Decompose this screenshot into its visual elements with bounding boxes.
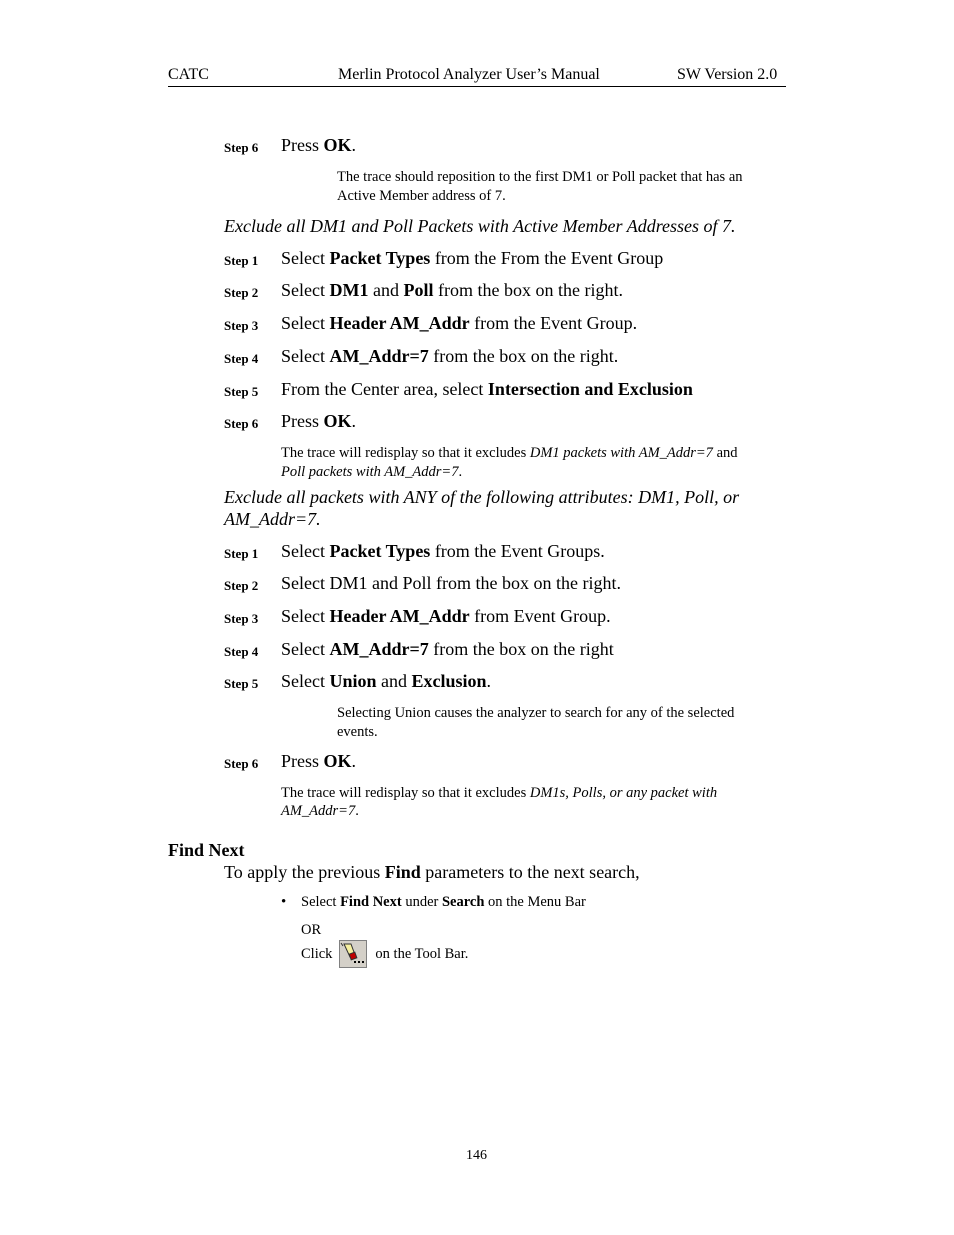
note-line: events. [337, 724, 378, 740]
or-text: OR [301, 922, 322, 938]
click-suffix: on the Tool Bar. [375, 945, 469, 962]
step-text: Select Union and Exclusion. [281, 671, 492, 691]
step-text: Press OK. [281, 411, 357, 431]
header-title: Merlin Protocol Analyzer User’s Manual [338, 66, 600, 83]
step-text: Select DM1 and Poll from the box on the right. [281, 280, 623, 300]
note-line: Poll packets with AM_Addr=7. [281, 464, 463, 480]
step-text: Select Header AM_Addr from Event Group. [281, 606, 611, 626]
step-label: Step 4 [224, 644, 259, 659]
click-instruction [301, 938, 468, 970]
note-line: The trace will redisplay so that it excludes DM1s, Polls, or any packet with [281, 785, 718, 801]
bullet-text: Select Find Next under Search on the Menu Bar [301, 894, 586, 910]
step-text: Select AM_Addr=7 from the box on the right. [281, 346, 619, 366]
step-label: Step 3 [224, 318, 259, 333]
step-text: Select DM1 and Poll from the box on the right. [281, 573, 621, 593]
section-heading: Exclude all DM1 and Poll Packets with Active Member Addresses of 7. [224, 216, 736, 236]
section-heading: Exclude all packets with ANY of the following attributes: DM1, Poll, or [224, 487, 740, 507]
step-text: Select Packet Types from the Event Groups. [281, 541, 605, 561]
step-label: Step 6 [224, 416, 259, 431]
step-label: Step 6 [224, 140, 259, 155]
step-label: Step 4 [224, 351, 259, 366]
note-line: Active Member address of 7. [337, 188, 506, 204]
page-number: 146 [466, 1148, 487, 1163]
step-label: Step 1 [224, 546, 259, 561]
bullet: • [281, 894, 287, 910]
step-text: Select AM_Addr=7 from the box on the right [281, 639, 614, 659]
step-label: Step 6 [224, 756, 259, 771]
note-line: Selecting Union causes the analyzer to search for any of the selected [337, 705, 735, 721]
step-label: Step 3 [224, 611, 259, 626]
find-next-intro: To apply the previous Find parameters to the next search, [224, 862, 640, 882]
step-label: Step 2 [224, 285, 259, 300]
find-next-toolbar-icon [339, 940, 367, 968]
header-version: SW Version 2.0 [677, 66, 778, 83]
step-text: Press OK. [281, 135, 357, 155]
step-text: Press OK. [281, 751, 357, 771]
step-text: Select Header AM_Addr from the Event Group. [281, 313, 638, 333]
step-label: Step 1 [224, 253, 259, 268]
step-text: From the Center area, select Intersection and Exclusion [281, 379, 693, 399]
note-line: The trace will redisplay so that it excludes DM1 packets with AM_Addr=7 and [281, 445, 738, 461]
step-label: Step 2 [224, 578, 259, 593]
step-label: Step 5 [224, 384, 259, 399]
click-label: Click [301, 945, 333, 962]
section-heading: AM_Addr=7. [224, 509, 321, 529]
step-text: Select Packet Types from the From the Event Group [281, 248, 664, 268]
note-line: AM_Addr=7. [281, 803, 359, 819]
note-line: The trace should reposition to the first DM1 or Poll packet that has an [337, 169, 743, 185]
header-rule [168, 86, 786, 87]
header-left: CATC [168, 66, 209, 83]
find-next-title: Find Next [168, 840, 245, 860]
step-label: Step 5 [224, 676, 259, 691]
